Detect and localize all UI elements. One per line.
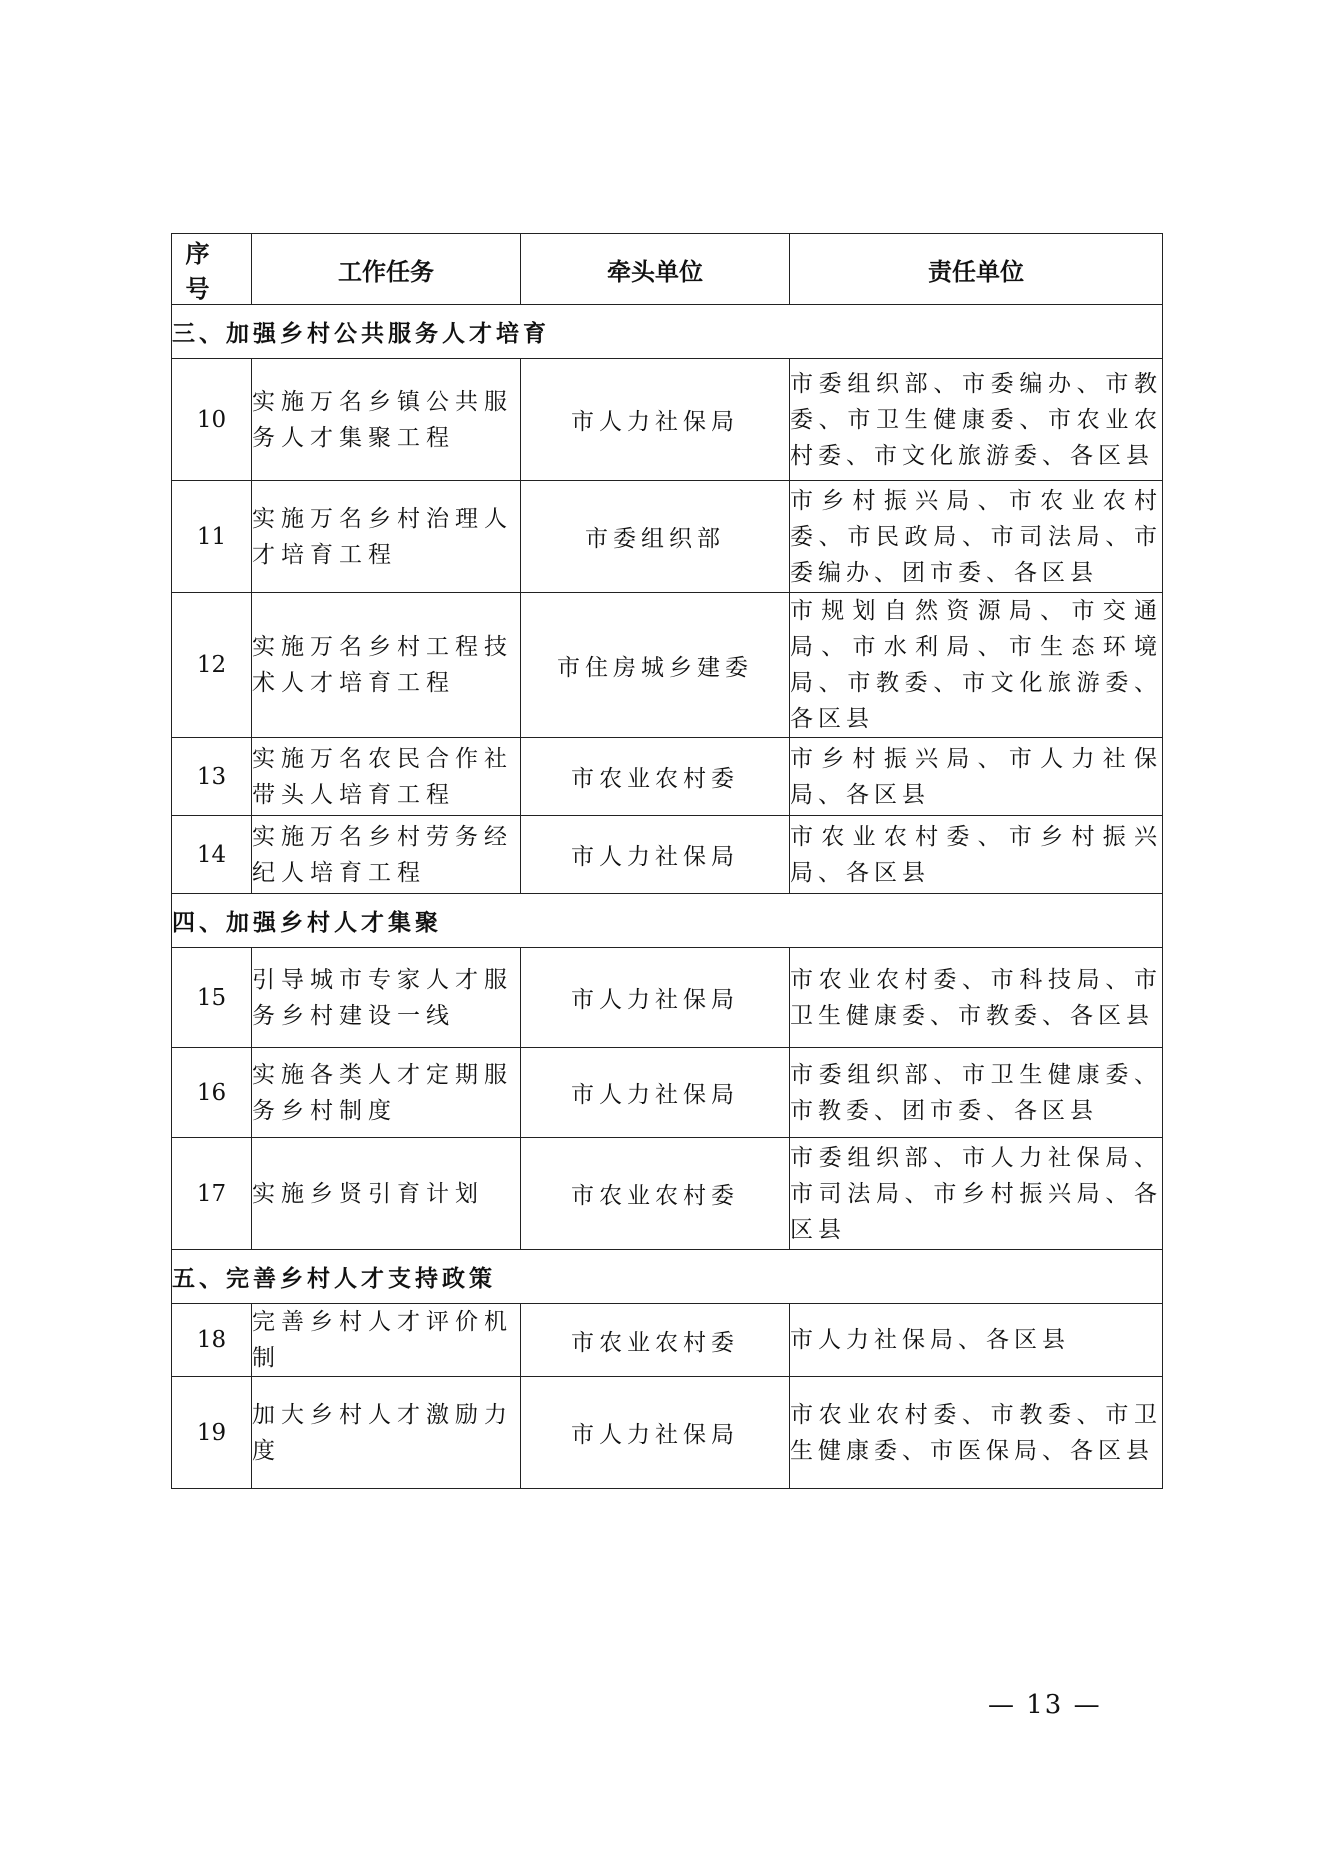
row-resp: 市委组织部、市委编办、市教委、市卫生健康委、市农业农村委、市文化旅游委、各区县: [790, 359, 1163, 481]
section-title: 三、加强乡村公共服务人才培育: [172, 305, 1163, 359]
table-row: [172, 738, 1163, 816]
row-task: 实施万名乡村劳务经纪人培育工程: [252, 816, 521, 894]
row-lead: 市人力社保局: [521, 948, 790, 1048]
table-row: [172, 948, 1163, 1048]
row-task: 实施万名乡村治理人才培育工程: [252, 481, 521, 593]
header-seq: 序号: [172, 234, 252, 305]
header-resp: 责任单位: [790, 234, 1163, 305]
page-number: — 13 —: [988, 1690, 1102, 1720]
row-task: 加大乡村人才激励力度: [252, 1377, 521, 1489]
row-seq: 17: [172, 1138, 252, 1250]
row-lead: 市住房城乡建委: [521, 593, 790, 738]
section-row: [172, 305, 1163, 359]
table-row: [172, 593, 1163, 738]
row-resp: 市规划自然资源局、市交通局、市水利局、市生态环境局、市教委、市文化旅游委、各区县: [790, 593, 1163, 738]
row-task: 完善乡村人才评价机制: [252, 1304, 521, 1377]
row-seq: 10: [172, 359, 252, 481]
row-resp: 市人力社保局、各区县: [790, 1304, 1163, 1377]
row-seq: 19: [172, 1377, 252, 1489]
row-resp: 市委组织部、市人力社保局、市司法局、市乡村振兴局、各区县: [790, 1138, 1163, 1250]
row-lead: 市农业农村委: [521, 738, 790, 816]
row-resp: 市农业农村委、市教委、市卫生健康委、市医保局、各区县: [790, 1377, 1163, 1489]
row-task: 实施乡贤引育计划: [252, 1138, 521, 1250]
row-resp: 市乡村振兴局、市人力社保局、各区县: [790, 738, 1163, 816]
row-lead: 市人力社保局: [521, 1048, 790, 1138]
table-body: [172, 305, 1163, 1489]
table-row: [172, 1048, 1163, 1138]
table-row: [172, 481, 1163, 593]
row-lead: 市人力社保局: [521, 1377, 790, 1489]
row-lead: 市人力社保局: [521, 359, 790, 481]
table-row: [172, 1138, 1163, 1250]
section-row: [172, 894, 1163, 948]
section-title: 四、加强乡村人才集聚: [172, 894, 1163, 948]
task-table: [171, 233, 1163, 1489]
table-row: [172, 1304, 1163, 1377]
row-lead: 市农业农村委: [521, 1304, 790, 1377]
row-seq: 11: [172, 481, 252, 593]
row-task: 引导城市专家人才服务乡村建设一线: [252, 948, 521, 1048]
row-lead: 市人力社保局: [521, 816, 790, 894]
row-seq: 12: [172, 593, 252, 738]
table-row: [172, 359, 1163, 481]
row-seq: 14: [172, 816, 252, 894]
row-task: 实施万名乡村工程技术人才培育工程: [252, 593, 521, 738]
header-task: 工作任务: [252, 234, 521, 305]
section-row: [172, 1250, 1163, 1304]
row-seq: 16: [172, 1048, 252, 1138]
row-task: 实施万名乡镇公共服务人才集聚工程: [252, 359, 521, 481]
row-task: 实施万名农民合作社带头人培育工程: [252, 738, 521, 816]
table-row: [172, 1377, 1163, 1489]
row-task: 实施各类人才定期服务乡村制度: [252, 1048, 521, 1138]
row-seq: 18: [172, 1304, 252, 1377]
row-resp: 市农业农村委、市乡村振兴局、各区县: [790, 816, 1163, 894]
row-lead: 市农业农村委: [521, 1138, 790, 1250]
row-lead: 市委组织部: [521, 481, 790, 593]
section-title: 五、完善乡村人才支持政策: [172, 1250, 1163, 1304]
header-lead: 牵头单位: [521, 234, 790, 305]
row-seq: 13: [172, 738, 252, 816]
table-header-row: [172, 234, 1163, 305]
row-resp: 市农业农村委、市科技局、市卫生健康委、市教委、各区县: [790, 948, 1163, 1048]
row-resp: 市乡村振兴局、市农业农村委、市民政局、市司法局、市委编办、团市委、各区县: [790, 481, 1163, 593]
row-seq: 15: [172, 948, 252, 1048]
table-row: [172, 816, 1163, 894]
row-resp: 市委组织部、市卫生健康委、市教委、团市委、各区县: [790, 1048, 1163, 1138]
